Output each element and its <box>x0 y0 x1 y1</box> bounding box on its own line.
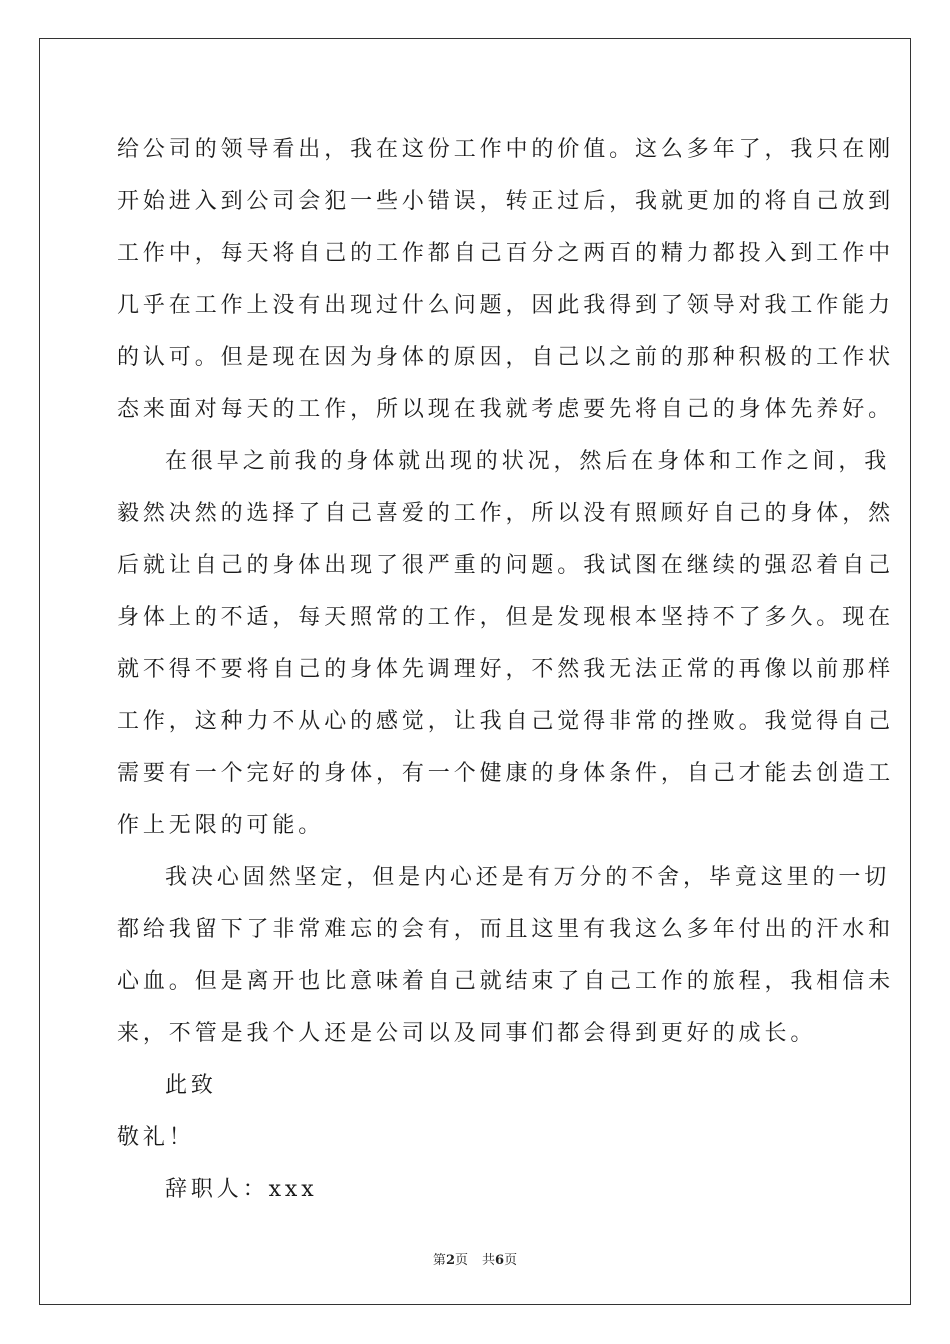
text-line: 态来面对每天的工作，所以现在我就考虑要先将自己的身体先养好。 <box>117 397 895 422</box>
text-line: 工作中，每天将自己的工作都自己百分之两百的精力都投入到工作中 <box>117 241 895 266</box>
text-line: 开始进入到公司会犯一些小错误，转正过后，我就更加的将自己放到 <box>117 189 895 214</box>
text-line: 给公司的领导看出，我在这份工作中的价值。这么多年了，我只在刚 <box>117 137 895 162</box>
text-line: 来，不管是我个人还是公司以及同事们都会得到更好的成长。 <box>117 1021 817 1046</box>
text-line: 工作，这种力不从心的感觉，让我自己觉得非常的挫败。我觉得自己 <box>117 709 895 734</box>
text-line: 身体上的不适，每天照常的工作，但是发现根本坚持不了多久。现在 <box>117 605 895 630</box>
current-page-number: 2 <box>445 1253 455 1268</box>
paragraph-start-line: 在很早之前我的身体就出现的状况，然后在身体和工作之间，我 <box>165 449 891 474</box>
text-line: 需要有一个完好的身体，有一个健康的身体条件，自己才能去创造工 <box>117 761 895 786</box>
text-line: 都给我留下了非常难忘的会有，而且这里有我这么多年付出的汗水和 <box>117 917 895 942</box>
text-line: 的认可。但是现在因为身体的原因，自己以之前的那种积极的工作状 <box>117 345 895 370</box>
paragraph-start-line: 我决心固然坚定，但是内心还是有万分的不舍，毕竟这里的一切 <box>165 865 891 890</box>
closing-salutation: 此致 <box>165 1073 217 1098</box>
text-line: 就不得不要将自己的身体先调理好，不然我无法正常的再像以前那样 <box>117 657 895 682</box>
text-line: 后就让自己的身体出现了很严重的问题。我试图在继续的强忍着自己 <box>117 553 895 578</box>
total-suffix: 页 <box>504 1253 518 1268</box>
page-prefix: 第 <box>432 1253 446 1268</box>
closing-regards: 敬礼！ <box>117 1125 195 1150</box>
text-line: 几乎在工作上没有出现过什么问题，因此我得到了领导对我工作能力 <box>117 293 895 318</box>
text-line: 心血。但是离开也比意味着自己就结束了自己工作的旅程，我相信未 <box>117 969 895 994</box>
text-line: 作上无限的可能。 <box>117 813 325 838</box>
letter-body <box>117 124 895 1216</box>
total-prefix: 共 <box>482 1253 496 1268</box>
signature-line: 辞职人：xxx <box>165 1177 318 1202</box>
text-line: 毅然决然的选择了自己喜爱的工作，所以没有照顾好自己的身体，然 <box>117 501 895 526</box>
total-pages-number: 6 <box>495 1253 505 1268</box>
page-footer <box>0 1249 950 1268</box>
page-suffix: 页 <box>454 1253 468 1268</box>
